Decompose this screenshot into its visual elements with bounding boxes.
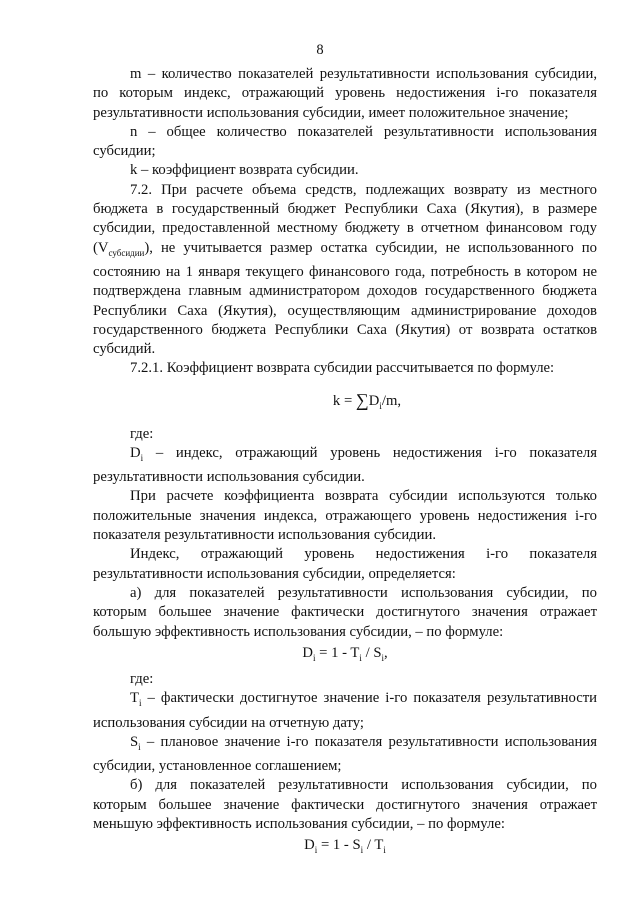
formula-b-s-subscript: i (360, 845, 364, 856)
formula-b-t-subscript: i (383, 845, 386, 856)
paragraph-7-2-1: 7.2.1. Коэффициент возврата субсидии рассчитывается по формуле: (130, 360, 555, 377)
paragraph-si-definition (93, 733, 597, 777)
formula-k-rest: /m, (381, 392, 402, 409)
formula-a-t-subscript: i (359, 652, 362, 663)
di-definition-text: – индекс, отражающий уровень недостижения i-го показателя результативности использования субсидии. (93, 444, 597, 486)
page-number: 8 (316, 42, 324, 58)
ti-symbol: T (130, 690, 139, 707)
document-body (93, 65, 597, 863)
paragraph-7-2-text-a: 7.2. При расчете объема средств, подлежащих возврату из местного бюджета в государственный бюджет Республики Саха (Якутия), в размере субсидии, предоставленной местному бюджету в отчетном финансовом году (V (93, 181, 597, 256)
v-subscript: субсидии (108, 247, 145, 258)
formula-b-mid: = 1 - S (317, 837, 361, 854)
formula-k-lhs: k = (332, 392, 356, 409)
ti-subscript: i (138, 698, 142, 709)
formula-b-d: D (304, 837, 315, 854)
paragraph-m-definition: m – количество показателей результативности использования субсидии, по которым индекс, отражающий уровень недостижения i-го показателя результативности использования субсидии, имеет положительное значение; (93, 66, 597, 121)
paragraph-where-2: где: (130, 671, 154, 688)
paragraph-case-a: а) для показателей результативности использования субсидии, по которым большее значение фактически достигнутого значения отражает большую эффективность использования субсидии, – по формуле: (93, 584, 597, 640)
paragraph-n-definition: n – общее количество показателей результативности использования субсидии; (93, 123, 597, 160)
formula-b-div: / T (363, 837, 384, 854)
formula-k-d-subscript: i (379, 400, 382, 411)
formula-a-d-subscript: i (312, 652, 316, 663)
paragraph-case-b: б) для показателей результативности использования субсидии, по которым большее значение фактически достигнутого значения отражает меньшую эффективность использования субсидии, – по формуле: (93, 777, 597, 833)
si-definition-text: – плановое значение i-го показателя результативности использования субсидии, установленное соглашением; (93, 733, 597, 775)
paragraph-k-definition: k – коэффициент возврата субсидии. (130, 162, 359, 179)
formula-b-d-subscript: i (314, 845, 318, 856)
paragraph-7-2 (93, 181, 597, 360)
formula-a-d: D (302, 644, 313, 661)
si-subscript: i (138, 741, 141, 752)
paragraph-index-determined: Индекс, отражающий уровень недостижения i-го показателя результативности использования субсидии, определяется: (93, 546, 597, 582)
paragraph-di-definition (93, 444, 597, 488)
formula-k (93, 389, 597, 417)
formula-a-end: , (384, 644, 388, 661)
si-symbol: S (130, 733, 139, 750)
formula-a-s-subscript: i (381, 652, 384, 663)
formula-b (93, 836, 597, 860)
formula-k-d: D (368, 392, 380, 409)
paragraph-positive-values: При расчете коэффициента возврата субсидии используются только положительные значения индекса, отражающего уровень недостижения i-го показателя результативности использования субсидии. (93, 488, 597, 544)
formula-a-mid: = 1 - T (315, 644, 360, 661)
di-subscript: i (140, 452, 144, 463)
ti-definition-text: – фактически достигнутое значение i-го показателя результативности использования субсидии на отчетную дату; (93, 690, 597, 731)
di-symbol: D (130, 444, 141, 461)
formula-a-div: / S (361, 644, 382, 661)
paragraph-ti-definition (93, 689, 597, 733)
formula-a (93, 644, 597, 668)
paragraph-where-1: где: (130, 425, 154, 442)
sum-symbol: ∑ (355, 389, 369, 410)
paragraph-7-2-text-b: ), не учитывается размер остатка субсидии, не использованного по состоянию на 1 января текущего финансового года, потребность в котором не подтверждена главным администратором доходов государственного бюджета Республики Саха (Якутия), осуществляющим администрирование доходов государственного бюджета Республики Саха (Якутия) от возврата остатков субсидий. (93, 239, 597, 358)
